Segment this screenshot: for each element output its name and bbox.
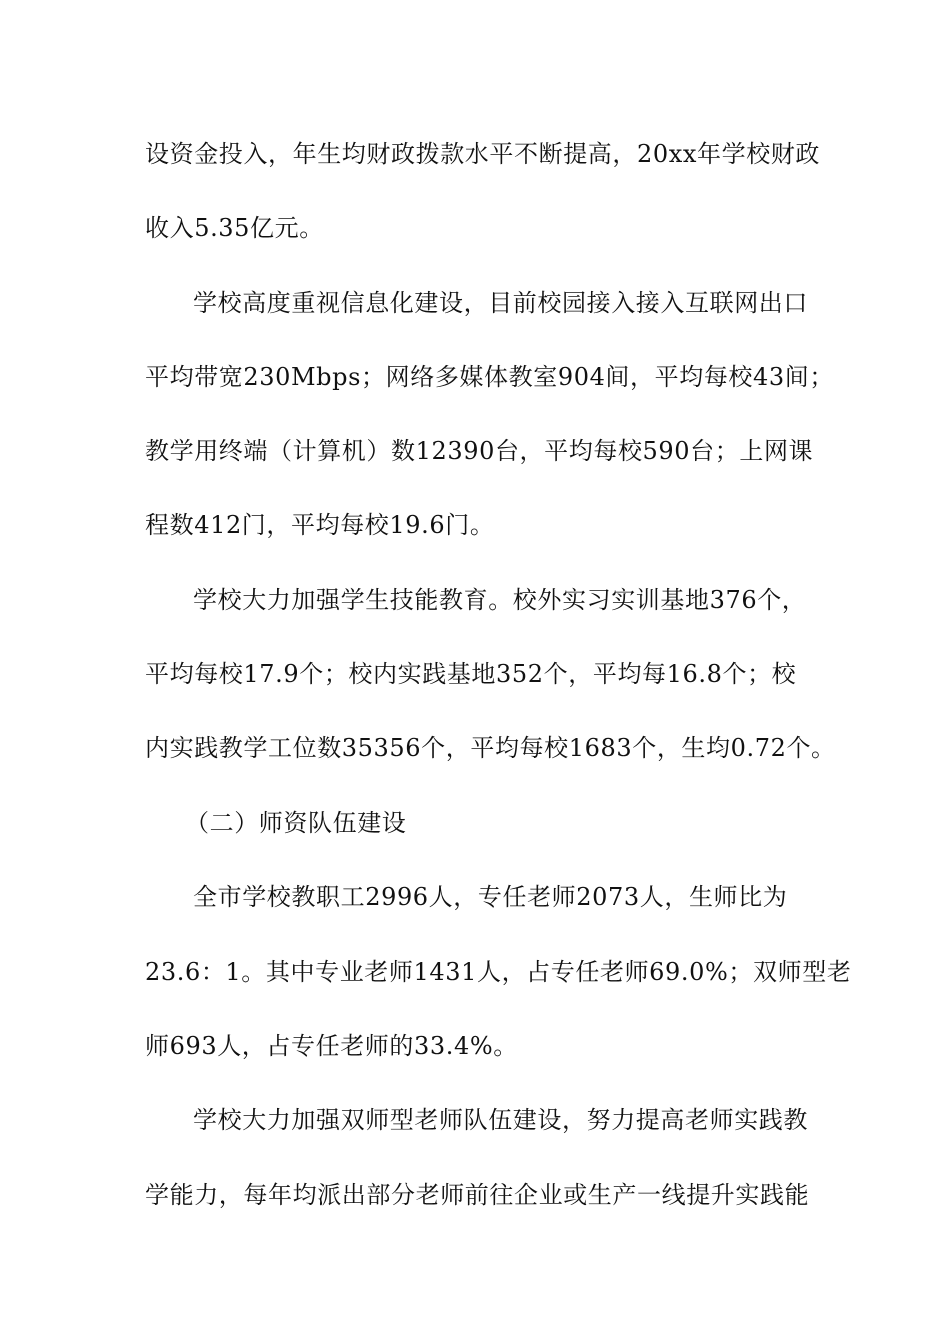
text-line: 平均每校17.9个；校内实践基地352个，平均每16.8个；校	[145, 660, 797, 688]
text-line: 设资金投入，年生均财政拨款水平不断提高，20xx年学校财政	[145, 140, 821, 168]
paragraph-start-line: 学校高度重视信息化建设，目前校园接入接入互联网出口	[193, 289, 808, 317]
text-line: 学能力，每年均派出部分老师前往企业或生产一线提升实践能	[145, 1181, 810, 1209]
text-line: 23.6：1。其中专业老师1431人，占专任老师69.0%；双师型老	[145, 958, 852, 986]
text-line: 内实践教学工位数35356个，平均每校1683个，生均0.72个。	[145, 734, 836, 762]
text-line: 平均带宽230Mbps；网络多媒体教室904间，平均每校43间；	[145, 363, 834, 391]
paragraph-start-line: 学校大力加强双师型老师队伍建设，努力提高老师实践教	[193, 1106, 808, 1134]
paragraph-start-line: 学校大力加强学生技能教育。校外实习实训基地376个，	[193, 586, 807, 614]
text-line: 程数412门，平均每校19.6门。	[145, 511, 495, 539]
text-line: 教学用终端（计算机）数12390台，平均每校590台；上网课	[145, 437, 814, 465]
paragraph-start-line: 全市学校教职工2996人，专任老师2073人，生师比为	[193, 883, 788, 911]
text-line: 师693人，占专任老师的33.4%。	[145, 1032, 518, 1060]
text-line: 收入5.35亿元。	[145, 214, 324, 242]
section-heading: （二）师资队伍建设	[185, 809, 407, 837]
